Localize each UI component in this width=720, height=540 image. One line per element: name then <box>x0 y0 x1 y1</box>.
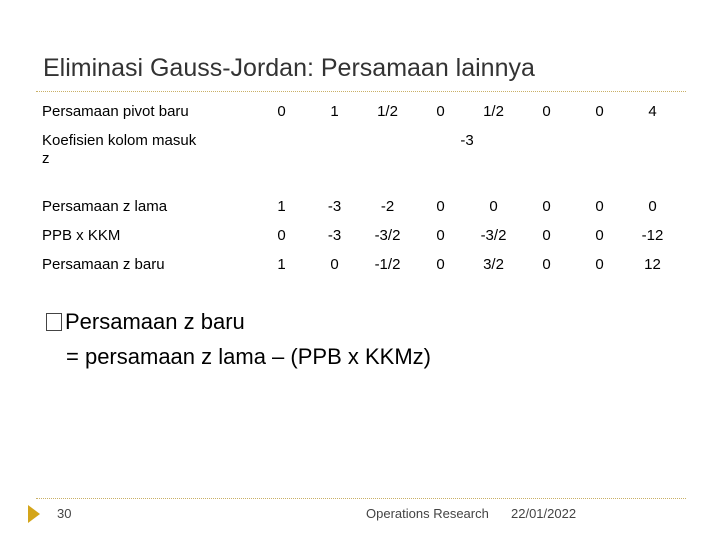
bullet-box-icon <box>46 313 62 331</box>
cell: 0 <box>436 198 445 215</box>
cell: -12 <box>641 227 664 244</box>
cell: -3 <box>327 227 342 244</box>
cell: 0 <box>595 103 604 120</box>
table-row-koefisien <box>38 126 679 184</box>
cell-koefisien: -3 <box>460 132 474 149</box>
row-label: Persamaan pivot baru <box>42 103 189 120</box>
cell: -1/2 <box>374 256 401 273</box>
cell: -3/2 <box>480 227 507 244</box>
footer-date: 22/01/2022 <box>511 506 577 521</box>
page-number: 30 <box>57 506 72 521</box>
table-row-z-lama <box>38 192 679 221</box>
row-label-line1: Koefisien kolom masuk <box>42 132 197 149</box>
bullet-text: Persamaan z baru <box>65 309 245 334</box>
table-spacer <box>38 184 679 192</box>
bullet-continuation: = persamaan z lama – (PPB x KKMz) <box>66 344 431 369</box>
cell: 0 <box>595 198 604 215</box>
slide-title: Eliminasi Gauss-Jordan: Persamaan lainnya <box>43 54 535 82</box>
cell: 0 <box>595 256 604 273</box>
cell: 3/2 <box>483 256 504 273</box>
cell: 0 <box>542 227 551 244</box>
cell: 0 <box>277 103 286 120</box>
cell: 1 <box>277 198 286 215</box>
cell: 0 <box>436 103 445 120</box>
footer-divider <box>36 498 686 499</box>
cell: 12 <box>644 256 661 273</box>
table-row-z-baru <box>38 250 679 279</box>
footer-course: Operations Research <box>366 506 489 521</box>
row-label: Persamaan z baru <box>42 256 165 273</box>
cell: -2 <box>380 198 395 215</box>
cell: 0 <box>648 198 657 215</box>
row-label: PPB x KKM <box>42 227 121 244</box>
arrow-right-icon <box>28 505 40 523</box>
cell: -3/2 <box>374 227 401 244</box>
cell: 1 <box>277 256 286 273</box>
cell: 0 <box>277 227 286 244</box>
cell: 4 <box>648 103 657 120</box>
row-label: Persamaan z lama <box>42 198 168 215</box>
cell: -3 <box>327 198 342 215</box>
cell: 0 <box>330 256 339 273</box>
cell: 0 <box>542 198 551 215</box>
equation-table <box>38 97 679 279</box>
cell: 0 <box>436 256 445 273</box>
cell: 0 <box>542 103 551 120</box>
cell: 1/2 <box>483 103 504 120</box>
cell: 0 <box>542 256 551 273</box>
cell: 0 <box>595 227 604 244</box>
row-label-line2: z <box>42 150 50 167</box>
cell: 1 <box>330 103 339 120</box>
row-label <box>38 126 255 184</box>
cell: 0 <box>436 227 445 244</box>
table-row-pivot <box>38 97 679 126</box>
cell: 0 <box>489 198 498 215</box>
bullet-item <box>46 307 245 337</box>
table-row-ppb-kkm <box>38 221 679 250</box>
title-divider <box>36 91 686 92</box>
cell: 1/2 <box>377 103 398 120</box>
